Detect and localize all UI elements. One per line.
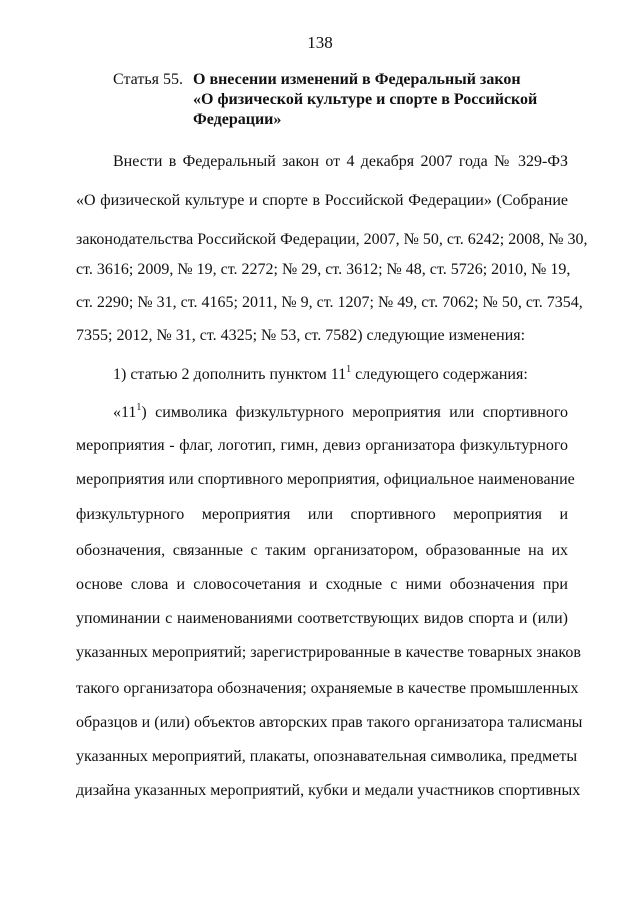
- quote-text: «11: [113, 404, 137, 421]
- text-line: основе слова и словосочетания и сходные с ними обозначения при: [76, 576, 568, 593]
- text-line: указанных мероприятий; зарегистрированные в качестве товарных знаков: [76, 644, 581, 661]
- article-title: [193, 70, 613, 130]
- quote-text: ) символика физкультурного мероприятия или спортивного: [141, 404, 568, 421]
- article-title-line: Федерации»: [193, 111, 282, 128]
- quote-first-line: [113, 403, 568, 423]
- text-line: 7355; 2012, № 31, ст. 4325; № 53, ст. 7582) следующие изменения:: [76, 327, 526, 344]
- text-line: ст. 2290; № 31, ст. 4165; 2011, № 9, ст. 1207; № 49, ст. 7062; № 50, ст. 7354,: [76, 294, 583, 311]
- text-line: упоминании с наименованиями соответствующих видов спорта и (или): [76, 610, 568, 627]
- item-text: следующего содержания:: [351, 366, 528, 383]
- text-line: физкультурного мероприятия или спортивного мероприятия и: [76, 506, 568, 523]
- text-line: Внести в Федеральный закон от 4 декабря 2007 года № 329-ФЗ: [113, 153, 568, 170]
- text-line: такого организатора обозначения; охраняемые в качестве промышленных: [76, 680, 579, 697]
- text-line: мероприятия или спортивного мероприятия, официальное наименование: [76, 471, 575, 488]
- text-line: дизайна указанных мероприятий, кубки и медали участников спортивных: [76, 782, 581, 799]
- list-item-line: [113, 365, 568, 385]
- article-title-line: «О физической культуре и спорте в Российской: [193, 91, 538, 108]
- superscript: 1: [346, 364, 352, 375]
- text-line: законодательства Российской Федерации, 2007, № 50, ст. 6242; 2008, № 30,: [76, 231, 588, 248]
- article-label: Статья 55.: [113, 71, 183, 88]
- text-line: обозначения, связанные с таким организатором, образованные на их: [76, 542, 568, 559]
- text-line: ст. 3616; 2009, № 19, ст. 2272; № 29, ст. 3612; № 48, ст. 5726; 2010, № 19,: [76, 261, 571, 278]
- item-text: 1) статью 2 дополнить пунктом 11: [113, 366, 347, 383]
- text-line: образцов и (или) объектов авторских прав такого организатора талисманы: [76, 714, 583, 731]
- text-line: мероприятия - флаг, логотип, гимн, девиз организатора физкультурного: [76, 437, 568, 454]
- page-number: 138: [307, 33, 333, 52]
- article-title-line: О внесении изменений в Федеральный закон: [193, 71, 521, 88]
- text-line: указанных мероприятий, плакаты, опознавательная символика, предметы: [76, 748, 578, 765]
- superscript: 1: [136, 402, 142, 413]
- text-line: «О физической культуре и спорте в Российской Федерации» (Собрание: [76, 192, 568, 209]
